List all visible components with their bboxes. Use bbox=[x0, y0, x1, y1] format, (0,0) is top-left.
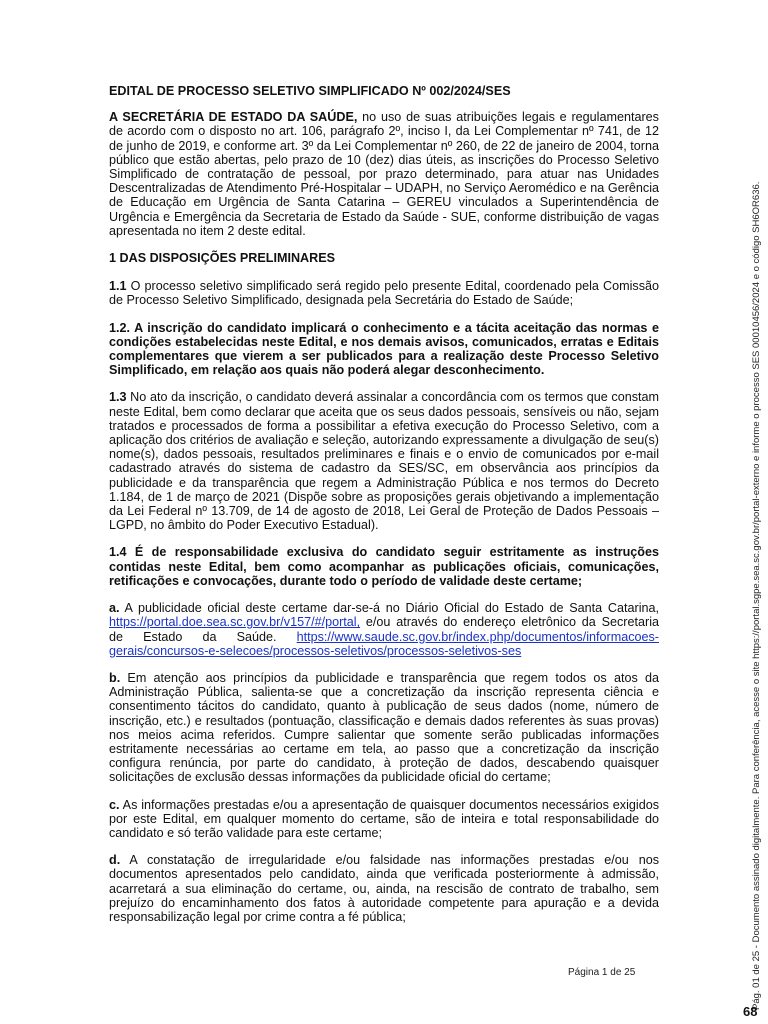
item-a bbox=[109, 601, 659, 658]
verification-side-note: Pág. 01 de 25 - Documento assinado digitalmente. Para conferência, acesse o site https://portal.sgpe.sea.sc.gov.br/portal-externo e informe o processo SES 00010456/2024 e o código SH6OR636. bbox=[751, 181, 762, 1010]
saude-portal-link[interactable]: https://www.saude.sc.gov.br/index.php/documentos/informacoes-gerais/concursos-e-selecoes/processos-seletivos/processos-seletivos-ses bbox=[109, 629, 659, 658]
document-body bbox=[109, 84, 659, 937]
item-text: e/ou através do endereço eletrônico da Secretaria de Estado da Saúde. bbox=[109, 615, 659, 644]
item-letter: c. bbox=[109, 797, 120, 812]
item-letter: b. bbox=[109, 670, 121, 685]
paragraph-text: No ato da inscrição, o candidato deverá assinalar a concordância com os termos que constam neste Edital, bem como declarar que aceita que os seus dados pessoais, sensíveis ou não, sejam tratados e processados de forma a possibilitar a efetiva execução do Processo Seletivo, com a aplicação dos critérios de avaliação e seleção, autorizando expressamente a divulgação de seu(s) nome(s), dados pessoais, resultados preliminares e finais e o envio de comunicados por e-mail cadastrado através do sistema de cadastro da SES/SC, em observância aos princípios da publicidade e da transparência que regem a Administração Pública e nos termos do Decreto 1.184, de 1 de março de 2021 (Dispõe sobre as proposições gerais objetivando a implementação da Lei Federal nº 13.709, de 14 de agosto de 2018, Lei Geral de Proteção de Dados Pessoais – LGPD, no âmbito do Poder Executivo Estadual). bbox=[109, 390, 659, 533]
intro-lead: A SECRETÁRIA DE ESTADO DA SAÚDE, bbox=[109, 110, 358, 125]
paragraph-1-1 bbox=[109, 279, 659, 307]
item-text: A constatação de irregularidade e/ou falsidade nas informações prestadas e/ou nos documentos apresentados pelo candidato, ainda que verificada posteriormente à admissão, acarretará a sua eliminação do certame, ou, ainda, na rescisão de contrato de trabalho, sem prejuízo do encaminhamento dos fatos à autoridade competente para apuração e a devida responsabilização legal por crime contra a fé pública; bbox=[109, 853, 659, 924]
doe-portal-link[interactable]: https://portal.doe.sea.sc.gov.br/v157/#/portal, bbox=[109, 615, 361, 630]
paragraph-1-3 bbox=[109, 390, 659, 532]
intro-paragraph bbox=[109, 110, 659, 238]
paragraph-number: 1.1 bbox=[109, 279, 127, 294]
item-d bbox=[109, 853, 659, 924]
page-footer: Página 1 de 25 bbox=[568, 967, 636, 978]
paragraph-number: 1.3 bbox=[109, 390, 127, 405]
intro-text: no uso de suas atribuições legais e regulamentares de acordo com o disposto no art. 106, parágrafo 2º, inciso I, da Lei Complementar nº 741, de 12 de junho de 2019, e conforme art. 3º da Lei Complementar nº 260, de 22 de janeiro de 2004, torna público que estão abertas, pelo prazo de 10 (dez) dias úteis, as inscrições do Processo Seletivo Simplificado de contratação de pessoal, por prazo determinado, para atuar nas Unidades Descentralizadas de Atendimento Pré-Hospitalar – UDAPH, no Serviço Aeromédico e na Gerência de Educação em Urgência de Santa Catarina – GEREU vinculados a Superintendência de Urgência e Emergência da Secretaria de Estado da Saúde - SUE, conforme distribuição de vagas apresentada no item 2 deste edital. bbox=[109, 110, 659, 238]
paragraph-1-4: 1.4 É de responsabilidade exclusiva do candidato seguir estritamente as instruções contidas neste Edital, bem como acompanhar as publicações oficiais, comunicações, retificações e convocações, durante todo o período de validade deste certame; bbox=[109, 545, 659, 588]
paragraph-text: O processo seletivo simplificado será regido pelo presente Edital, coordenado pela Comissão de Processo Seletivo Simplificado, designada pela Secretária do Estado de Saúde; bbox=[109, 279, 659, 308]
item-letter: d. bbox=[109, 853, 121, 868]
document-title: EDITAL DE PROCESSO SELETIVO SIMPLIFICADO Nº 002/2024/SES bbox=[109, 84, 511, 98]
item-text: Em atenção aos princípios da publicidade e transparência que regem todos os atos da Administração Pública, salienta-se que a concretização da inscrição representa ciência e consentimento tácitos do candidato, quanto à publicação de seus dados (nome, número de inscrição, etc.) e resultados (pontuação, classificação e demais dados referentes às suas provas) nos meios acima referidos. Cumpre salientar que somente serão publicadas informações estritamente necessárias ao certame em tela, ao passo que a concretização da inscrição configura renúncia, por parte do candidato, à proteção de dados, descabendo quaisquer solicitações de exclusão dessas informações da publicidade oficial do certame; bbox=[109, 670, 659, 785]
paragraph-1-2: 1.2. A inscrição do candidato implicará o conhecimento e a tácita aceitação das normas e condições estabelecidas neste Edital, e nos demais avisos, comunicados, erratas e Editais complementares que vierem a ser publicados para a realização deste Processo Seletivo Simplificado, em relação aos quais não poderá alegar desconhecimento. bbox=[109, 320, 659, 378]
item-c bbox=[109, 798, 659, 841]
section-heading: 1 DAS DISPOSIÇÕES PRELIMINARES bbox=[109, 251, 336, 266]
item-text: As informações prestadas e/ou a apresentação de quaisquer documentos necessários exigidos por este Edital, em qualquer momento do certame, são de inteira e total responsabilidade do candidato e só terão validade para este certame; bbox=[109, 797, 659, 840]
item-text: A publicidade oficial deste certame dar-se-á no Diário Oficial do Estado de Santa Catarina, bbox=[119, 601, 659, 616]
item-b bbox=[109, 671, 659, 785]
page-number: 68 bbox=[743, 1004, 758, 1019]
item-letter: a. bbox=[109, 601, 120, 616]
